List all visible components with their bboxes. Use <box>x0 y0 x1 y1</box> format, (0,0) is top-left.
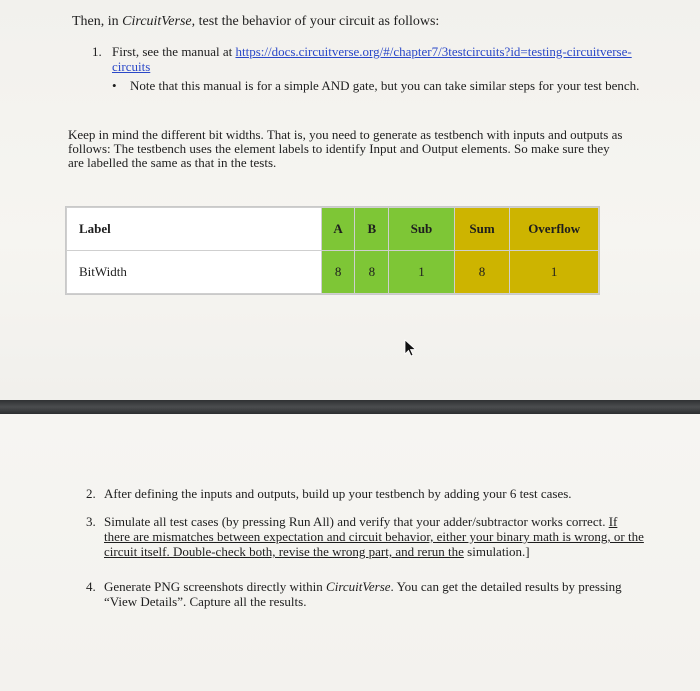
step-1-number: 1. <box>92 44 102 59</box>
header-overflow: Overflow <box>510 208 599 251</box>
step-4-app-name: CircuitVerse <box>326 579 391 594</box>
step-3 <box>86 514 646 559</box>
step-4-number: 4. <box>86 579 96 594</box>
step-3-number: 3. <box>86 514 96 529</box>
step-2-number: 2. <box>86 486 96 501</box>
bitwidth-sub: 1 <box>389 251 455 294</box>
bitwidth-sum: 8 <box>454 251 510 294</box>
step-1-bullet-text: Note that this manual is for a simple AND gate, but you can take similar steps for your test bench. <box>130 78 640 93</box>
step-1-body <box>112 44 632 74</box>
bitwidth-b: 8 <box>355 251 389 294</box>
step-1-lead: First, see the manual at <box>112 44 236 59</box>
bitwidth-label: BitWidth <box>67 251 322 294</box>
step-1 <box>92 44 640 93</box>
intro-paragraph <box>72 14 439 30</box>
page-divider <box>0 400 700 414</box>
intro-suffix: , test the behavior of your circuit as follows: <box>191 14 440 29</box>
table-header-row <box>67 208 599 251</box>
header-label: Label <box>67 208 322 251</box>
intro-prefix: Then, in <box>72 14 123 29</box>
mouse-cursor-icon <box>403 339 417 357</box>
keep-in-mind-paragraph: Keep in mind the different bit widths. That is, you need to generate as testbench with inputs and outputs as follows: The testbench uses the element labels to identify Input and Output elements. So make sure they are labelled the same as that in the tests. <box>68 127 623 170</box>
bitwidth-overflow: 1 <box>510 251 599 294</box>
header-a: A <box>321 208 355 251</box>
io-bitwidth-table <box>66 207 599 294</box>
header-b: B <box>355 208 389 251</box>
step-3-underlined: If there are mismatches between expectation and circuit behavior, either your binary math is wrong, or the circuit itself. Double-check both, revise the wrong part, and rerun the <box>104 514 644 559</box>
steps-list <box>86 486 646 622</box>
header-sum: Sum <box>454 208 510 251</box>
bitwidth-a: 8 <box>321 251 355 294</box>
step-4-tail: . You can get the detailed results by pressing “View Details”. Capture all the results. <box>104 579 622 609</box>
header-sub: Sub <box>389 208 455 251</box>
step-4 <box>86 579 646 609</box>
bullet-dot: • <box>112 78 117 93</box>
step-4-lead: Generate PNG screenshots directly within <box>104 579 327 594</box>
step-1-bullet <box>112 78 650 93</box>
step-2 <box>86 486 646 501</box>
step-2-text: After defining the inputs and outputs, build up your testbench by adding your 6 test cases. <box>104 486 572 501</box>
manual-link[interactable]: https://docs.circuitverse.org/#/chapter7/3testcircuits?id=testing-circuitverse-circuits <box>112 44 632 74</box>
intro-app-name: CircuitVerse <box>122 14 192 29</box>
step-3-tail: simulation.] <box>463 544 530 559</box>
step-3-lead: Simulate all test cases (by pressing Run All) and verify that your adder/subtractor works correct. <box>104 514 609 529</box>
table-row-bitwidth <box>67 251 599 294</box>
